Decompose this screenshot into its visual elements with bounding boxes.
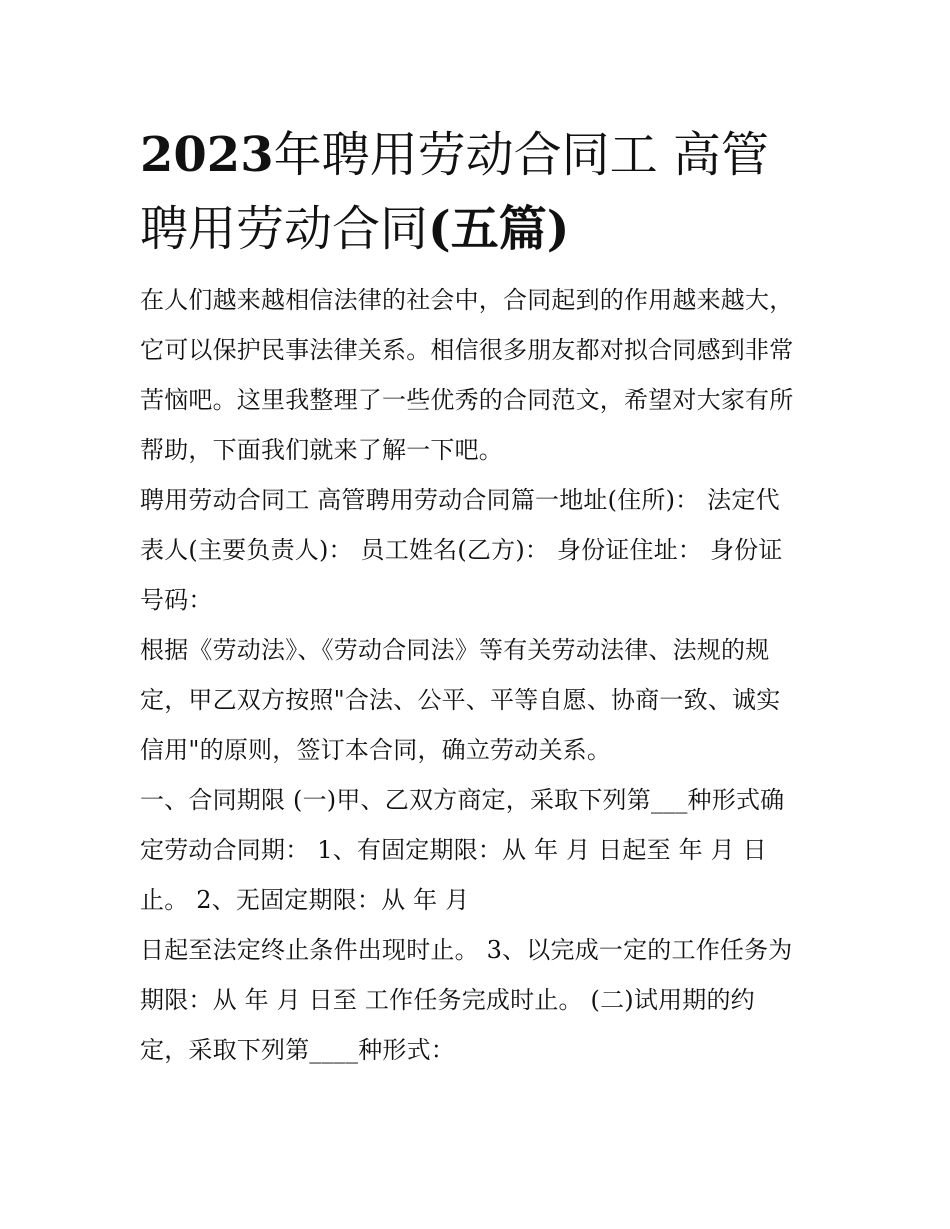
- paragraph-basis: [140, 630, 816, 771]
- paragraph-term-continued: [140, 930, 816, 1071]
- paragraph-line: 根据《劳动法》、《劳动合同法》等有关劳动法律、法规的规: [140, 636, 770, 664]
- paragraph-line: 表人(主要负责人)： 员工姓名(乙方)： 身份证住址： 身份证: [140, 536, 783, 564]
- paragraph-line: 信用"的原则，签订本合同，确立劳动关系。: [140, 736, 612, 764]
- document-body: [140, 280, 816, 1080]
- title-line1: 年聘用劳动合同工 高管: [273, 127, 769, 183]
- paragraph-line: 它可以保护民事法律关系。相信很多朋友都对拟合同感到非常: [140, 336, 794, 364]
- paragraph-line: 定，采取下列第____种形式：: [140, 1036, 455, 1064]
- paragraph-line: 苦恼吧。这里我整理了一些优秀的合同范文，希望对大家有所: [140, 386, 794, 414]
- title-paren: (五篇): [428, 201, 570, 257]
- paragraph-parties: [140, 480, 816, 621]
- paragraph-line: 在人们越来越相信法律的社会中，合同起到的作用越来越大，: [140, 286, 794, 314]
- paragraph-line: 定，甲乙双方按照"合法、公平、平等自愿、协商一致、诚实: [140, 686, 781, 714]
- paragraph-line: 号码：: [140, 586, 213, 614]
- paragraph-intro: [140, 280, 816, 471]
- paragraph-line: 帮助，下面我们就来了解一下吧。: [140, 436, 503, 464]
- paragraph-line: 聘用劳动合同工 高管聘用劳动合同篇一地址(住所)： 法定代: [140, 486, 780, 514]
- paragraph-line: 定劳动合同期： 1、有固定期限：从 年 月 日起至 年 月 日: [140, 836, 767, 864]
- paragraph-line: 一、合同期限 (一)甲、乙双方商定，采取下列第___种形式确: [140, 786, 785, 814]
- paragraph-line: 期限：从 年 月 日至 工作任务完成时止。 (二)试用期的约: [140, 986, 755, 1014]
- paragraph-line: 日起至法定终止条件出现时止。 3、以完成一定的工作任务为: [140, 936, 793, 964]
- document-title: [140, 118, 820, 266]
- paragraph-term: [140, 780, 816, 921]
- title-year: 2023: [140, 127, 274, 183]
- title-line2: 聘用劳动合同: [140, 201, 429, 257]
- paragraph-line: 止。 2、无固定期限：从 年 月: [140, 886, 470, 914]
